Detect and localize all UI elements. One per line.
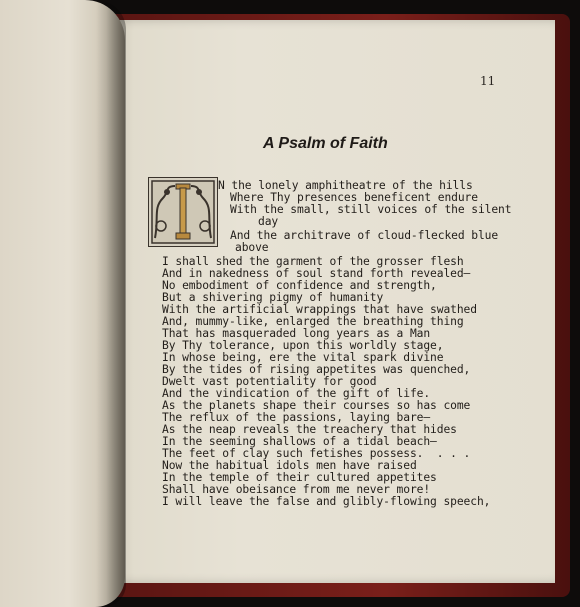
poem-line: N the lonely amphitheatre of the hills (218, 179, 473, 192)
ornamental-drop-cap-icon (148, 177, 218, 247)
poem-line: In the temple of their cultured appetites (162, 471, 437, 484)
poem-line: By the tides of rising appetites was quenched, (162, 363, 471, 376)
poem-line: That has masqueraded long years as a Man (162, 327, 431, 340)
poem-line: With the artificial wrappings that have swathed (162, 303, 477, 316)
poem-line: In the seeming shallows of a tidal beach— (162, 435, 437, 448)
poem-line: And the architrave of cloud-flecked blue (230, 229, 499, 242)
poem-line: I shall shed the garment of the grosser flesh (162, 255, 464, 268)
poem-line: Dwelt vast potentiality for good (162, 375, 377, 388)
poem-line: I will leave the false and glibly-flowing speech, (162, 495, 491, 508)
poem-line: Now the habitual idols men have raised (162, 459, 417, 472)
poem-line: As the neap reveals the treachery that hides (162, 423, 457, 436)
poem-line: Where Thy presences beneficent endure (230, 191, 478, 204)
poem-line: In whose being, ere the vital spark divine (162, 351, 444, 364)
poem-line: The reflux of the passions, laying bare— (162, 411, 431, 424)
poem-line: And, mummy-like, enlarged the breathing thing (162, 315, 464, 328)
poem-line: day (258, 215, 279, 228)
poem-line: And in nakedness of soul stand forth revealed— (162, 267, 471, 280)
poem-line: And the vindication of the gift of life. (162, 387, 431, 400)
poem-line: With the small, still voices of the silent (230, 203, 512, 216)
poem-line: The feet of clay such fetishes possess. . . . (162, 447, 471, 460)
page-gutter-shadow (96, 0, 126, 607)
poem-line: No embodiment of confidence and strength, (162, 279, 437, 292)
page-number: 11 (480, 74, 496, 88)
poem-line: But a shivering pigmy of humanity (162, 291, 384, 304)
poem-line: As the planets shape their courses so has come (162, 399, 471, 412)
poem-line: Shall have obeisance from me never more! (162, 483, 431, 496)
poem-line: above (235, 241, 269, 254)
poem-line: By Thy tolerance, upon this worldly stage, (162, 339, 444, 352)
poem-title: A Psalm of Faith (263, 135, 388, 152)
